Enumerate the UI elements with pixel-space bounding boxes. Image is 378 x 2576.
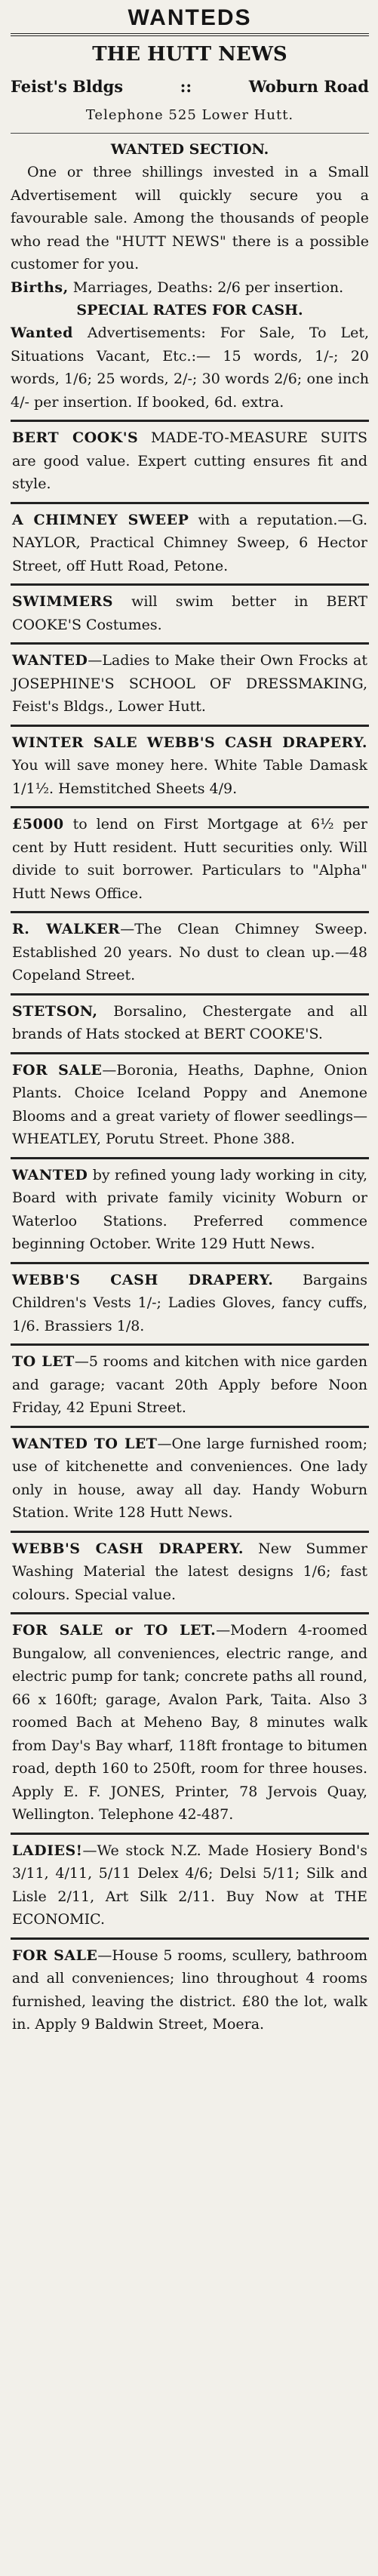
ad-lead: WEBB'S CASH DRAPERY.	[12, 1271, 274, 1288]
ad-lead: WANTED	[12, 652, 88, 669]
classified-ad	[11, 509, 369, 578]
divider	[11, 1531, 369, 1533]
ad-text: —Boronia, Heaths, Daphne, Onion Plants. Choice Iceland Poppy and Anemone Blooms and a great variety of flower seedlings—WHEATLEY, Porutu Street. Phone 388.	[12, 1061, 367, 1147]
special-rates-lead: Wanted	[11, 325, 73, 341]
ad-0	[11, 426, 369, 496]
ad-lead: £5000	[12, 816, 64, 833]
ad-8	[11, 1059, 369, 1151]
births-text: Marriages, Deaths: 2/6 per insertion.	[72, 279, 344, 296]
ad-lead: WEBB'S CASH DRAPERY.	[12, 1540, 244, 1557]
address-right: Woburn Road	[248, 77, 369, 96]
ad-text: —We stock N.Z. Made Hosiery Bond's 3/11, 4/11, 5/11 Delex 4/6; Delsi 5/11; Silk and Lisle 2/11, Art Silk 2/11. Buy Now at THE ECONOMIC.	[12, 1842, 367, 1928]
ad-lead: R. WALKER	[12, 921, 121, 937]
classified-ad	[11, 918, 369, 987]
divider	[11, 993, 369, 996]
ad-14	[11, 1619, 369, 1827]
ad-lead: TO LET	[12, 1353, 75, 1370]
ad-text: with a reputation.—G. NAYLOR, Practical Chimney Sweep, 6 Hector Street, off Hutt Road, Petone.	[12, 511, 367, 574]
wanted-section-text: One or three shillings invested in a Small Advertisement will quickly secure you a favourable sale. Among the thousands of people who read the "HUTT NEWS" there is a possible customer for you.	[11, 164, 369, 272]
classified-ad	[11, 1944, 369, 2036]
divider	[11, 1612, 369, 1614]
ad-lead: WANTED	[12, 1166, 88, 1183]
ad-lead: STETSON,	[12, 1002, 98, 1020]
ad-text: —The Clean Chimney Sweep. Established 20 years. No dust to clean up.—48 Copeland Street.	[12, 921, 368, 983]
classified-ad	[11, 813, 369, 905]
classified-ad	[11, 1433, 369, 1525]
classified-ad	[11, 1000, 369, 1046]
ad-text: MADE-TO-MEASURE SUITS are good value. Expert cutting ensures fit and style.	[12, 429, 367, 492]
classified-ad	[11, 1059, 369, 1151]
ad-lead: SWIMMERS	[12, 593, 114, 610]
divider	[11, 642, 369, 645]
special-rates-body: Advertisements: For Sale, To Let, Situations Vacant, Etc.:— 15 words, 1/-; 20 words, 1/6; 25 words, 2/-; 30 words 2/6; one inch 4/- per insertion. If booked, 6d. extra.	[11, 325, 370, 411]
ad-text: —Modern 4-roomed Bungalow, all conveniences, electric range, and electric pump for tank; concrete paths all round, 66 x 160ft; garage, Avalon Park, Taita. Also 3 roomed Bach at Meheno Bay, 8 minutes walk from Day's Bay wharf, 118ft frontage to bitumen road, depth 160 to 250ft, room for three houses. Apply E. F. JONES, Printer, 78 Jervois Quay, Wellington. Telephone 42-487.	[12, 1622, 367, 1823]
ad-lead: LADIES!	[12, 1842, 83, 1859]
divider	[11, 806, 369, 808]
ad-4	[11, 731, 369, 801]
ad-10	[11, 1269, 369, 1338]
ad-text: —5 rooms and kitchen with nice garden and garage; vacant 20th Apply before Noon Friday, 42 Epuni Street.	[12, 1353, 367, 1416]
ad-12	[11, 1433, 369, 1525]
publication-name: THE HUTT NEWS	[92, 43, 287, 66]
ad-lead: FOR SALE	[12, 1061, 103, 1079]
divider	[11, 1157, 369, 1159]
classified-ad	[11, 426, 369, 496]
classified-ad	[11, 1537, 369, 1607]
ad-2	[11, 590, 369, 636]
column-heading: WANTEDS	[11, 5, 369, 36]
divider	[11, 420, 369, 422]
divider	[11, 583, 369, 586]
ad-text: will swim better in BERT COOKE'S Costumes.	[12, 593, 367, 633]
ad-9	[11, 1164, 369, 1256]
ad-text: Bargains Children's Vests 1/-; Ladies Gloves, fancy cuffs, 1/6. Brassiers 1/8.	[12, 1271, 367, 1334]
classified-ad	[11, 1269, 369, 1338]
ad-6	[11, 918, 369, 987]
ad-text: You will save money here. White Table Damask 1/1½. Hemstitched Sheets 4/9.	[12, 757, 367, 797]
ad-text: New Summer Washing Material the latest designs 1/6; fast colours. Special value.	[12, 1540, 367, 1603]
classified-ad	[11, 1839, 369, 1931]
ad-13	[11, 1537, 369, 1607]
divider	[11, 1937, 369, 1940]
ad-lead: A CHIMNEY SWEEP	[12, 511, 189, 528]
ad-text: by refined young lady working in city, Board with private family vicinity Woburn or Waterloo Stations. Preferred commence beginning October. Write 129 Hutt News.	[12, 1166, 368, 1252]
ad-7	[11, 1000, 369, 1046]
ad-lead: BERT COOK'S	[12, 429, 139, 446]
divider	[11, 1262, 369, 1264]
ad-text: —Ladies to Make their Own Frocks at JOSEPHINE'S SCHOOL OF DRESSMAKING, Feist's Bldgs., Lower Hutt.	[12, 652, 367, 715]
classified-ad	[11, 1619, 369, 1827]
ad-text: Borsalino, Chestergate and all brands of Hats stocked at BERT COOKE'S.	[12, 1002, 367, 1042]
divider	[11, 1833, 369, 1835]
ad-lead: WINTER SALE WEBB'S CASH DRAPERY.	[12, 734, 367, 751]
ad-15	[11, 1839, 369, 1931]
divider	[11, 133, 369, 134]
ad-lead: WANTED TO LET	[12, 1435, 158, 1452]
address-separator: ::	[180, 77, 192, 96]
ad-text: —House 5 rooms, scullery, bathroom and all conveniences; lino throughout 4 rooms furnished, leaving the district. £80 the lot, walk in. Apply 9 Baldwin Street, Moera.	[12, 1947, 368, 2033]
classified-ad	[11, 1164, 369, 1256]
ad-text: to lend on First Mortgage at 6½ per cent by Hutt resident. Hutt securities only. Will divide to suit borrower. Particulars to "Alpha" Hutt News Office.	[12, 816, 367, 902]
divider	[11, 1343, 369, 1346]
special-rates-title: SPECIAL RATES FOR CASH.	[76, 302, 303, 319]
births-lead: Births,	[11, 279, 69, 296]
special-rates-text	[11, 322, 369, 414]
classified-ad	[11, 1350, 369, 1420]
divider	[11, 1052, 369, 1054]
ad-1	[11, 509, 369, 578]
ad-3	[11, 649, 369, 719]
ad-lead: FOR SALE	[12, 1947, 98, 1964]
divider	[11, 911, 369, 913]
telephone-line: Telephone 525 Lower Hutt.	[85, 107, 294, 123]
ad-text: —One large furnished room; use of kitchenette and conveniences. One lady only in house, away all day. Handy Woburn Station. Write 128 Hutt News.	[12, 1435, 367, 1521]
divider	[11, 725, 369, 727]
classified-ad	[11, 649, 369, 719]
ad-lead: FOR SALE or TO LET.	[12, 1622, 217, 1639]
births-notice	[11, 276, 369, 300]
ad-5	[11, 813, 369, 905]
ad-11	[11, 1350, 369, 1420]
divider	[11, 502, 369, 504]
ad-16	[11, 1944, 369, 2036]
classified-ad	[11, 590, 369, 636]
divider	[11, 1426, 369, 1428]
classified-ad	[11, 731, 369, 801]
address-line	[11, 74, 369, 100]
address-left: Feist's Bldgs	[11, 77, 124, 96]
wanted-section-title: WANTED SECTION.	[110, 141, 269, 158]
